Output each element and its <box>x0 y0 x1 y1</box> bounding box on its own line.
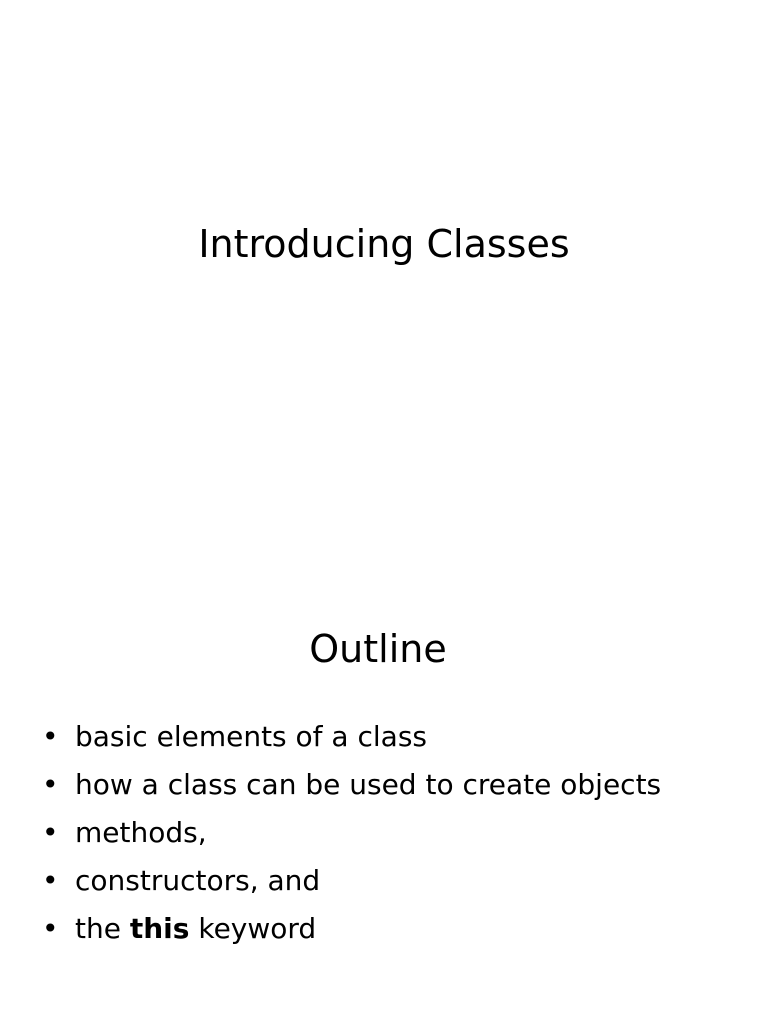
slide-1 <box>0 0 768 400</box>
slide-2 <box>0 600 768 1024</box>
bullet-text: constructors, and <box>75 864 321 897</box>
bullet-item <box>42 761 661 809</box>
slide-title: Introducing Classes <box>198 222 570 266</box>
bullet-text: methods, <box>75 816 207 849</box>
bullet-text-prefix: the <box>75 912 130 945</box>
keyword-this: this <box>129 912 190 945</box>
bullet-text-suffix: keyword <box>189 912 317 945</box>
bullet-dot-icon: • <box>42 864 59 897</box>
slide-title: Outline <box>309 627 447 671</box>
bullet-dot-icon: • <box>42 816 59 849</box>
bullet-dot-icon: • <box>42 912 59 945</box>
bullet-item <box>42 809 661 857</box>
bullet-text: how a class can be used to create objects <box>75 768 662 801</box>
bullet-item <box>42 857 661 905</box>
bullet-item <box>42 905 661 953</box>
bullet-dot-icon: • <box>42 720 59 753</box>
bullet-item <box>42 713 661 761</box>
bullet-dot-icon: • <box>42 768 59 801</box>
bullet-list <box>42 713 661 953</box>
bullet-text: basic elements of a class <box>75 720 427 753</box>
